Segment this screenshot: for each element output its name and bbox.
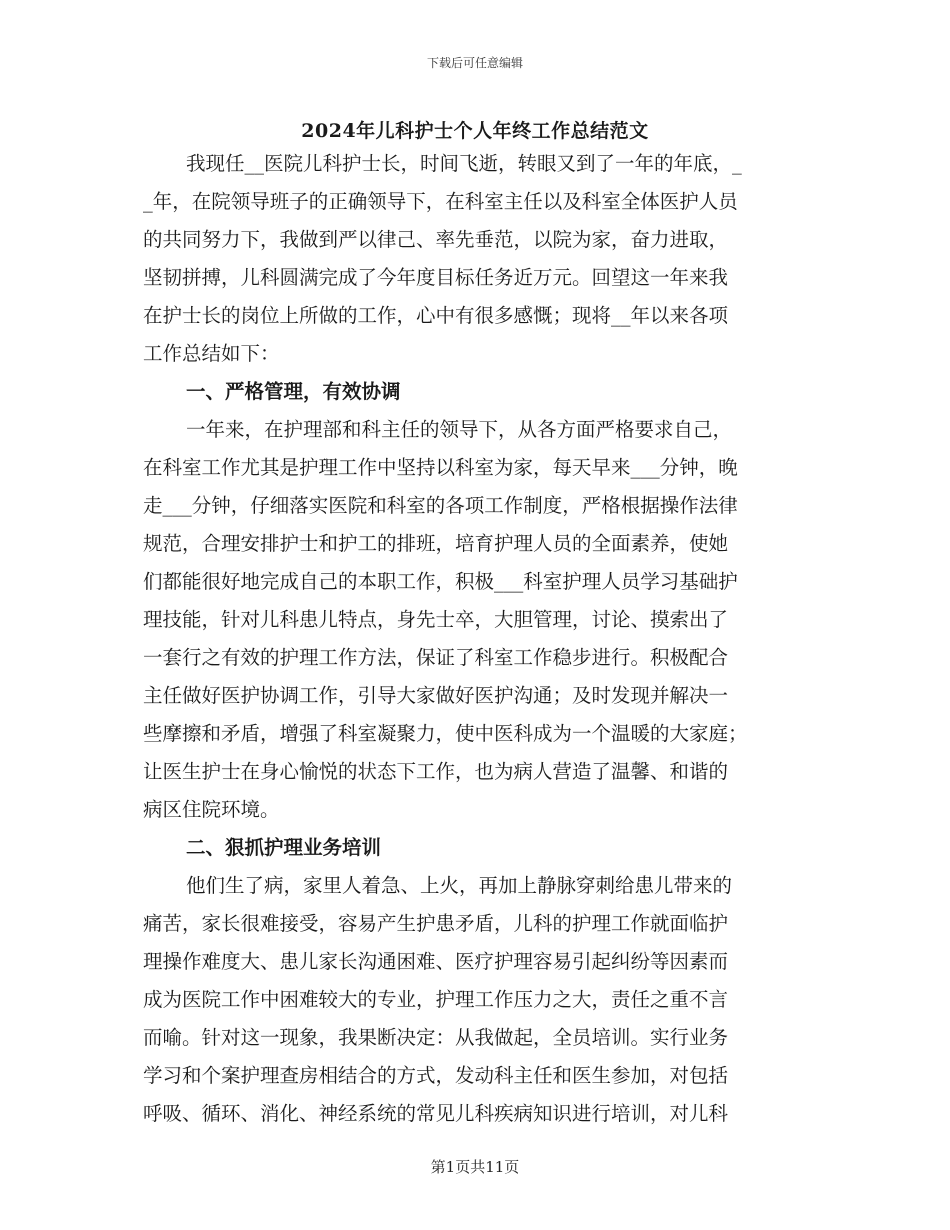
body-line: 我现任__医院儿科护士长，时间飞逝，转眼又到了一年的年底，_ <box>186 152 742 175</box>
body-line: 成为医院工作中困难较大的专业，护理工作压力之大，责任之重不言 <box>143 988 729 1011</box>
body-line: 病区住院环境。 <box>143 798 280 821</box>
body-line: 一年来，在护理部和科主任的领导下，从各方面严格要求自己， <box>186 418 733 441</box>
body-line: 的共同努力下，我做到严以律己、率先垂范，以院为家，奋力进取， <box>143 228 729 251</box>
body-line: 而喻。针对这一现象，我果断决定：从我做起，全员培训。实行业务 <box>143 1026 729 1049</box>
body-line: 一套行之有效的护理工作方法，保证了科室工作稳步进行。积极配合 <box>143 646 729 669</box>
body-line: 走___分钟，仔细落实医院和科室的各项工作制度，严格根据操作法律 <box>143 494 738 517</box>
body-line: 在科室工作尤其是护理工作中坚持以科室为家，每天早来___分钟，晚 <box>143 456 738 479</box>
header-note: 下载后可任意编辑 <box>426 56 523 70</box>
body-line: 理技能，针对儿科患儿特点，身先士卒，大胆管理，讨论、摸索出了 <box>143 608 729 631</box>
body-line: 坚韧拼搏，儿科圆满完成了今年度目标任务近万元。回望这一年来我 <box>143 266 729 289</box>
body-line: 规范，合理安排护士和护工的排班，培育护理人员的全面素养，使她 <box>143 532 729 555</box>
body-line: 让医生护士在身心愉悦的状态下工作，也为病人营造了温馨、和谐的 <box>143 760 729 783</box>
body-line: 们都能很好地完成自己的本职工作，积极___科室护理人员学习基础护 <box>143 570 738 593</box>
document-title: 2024年儿科护士个人年终工作总结范文 <box>301 120 649 142</box>
body-line: 在护士长的岗位上所做的工作，心中有很多感慨；现将__年以来各项 <box>143 304 729 327</box>
section-heading: 二、狠抓护理业务培训 <box>186 836 382 859</box>
body-line: 学习和个案护理查房相结合的方式，发动科主任和医生参加，对包括 <box>143 1064 729 1087</box>
body-line: 工作总结如下： <box>143 342 280 365</box>
page-footer: 第1页共11页 <box>430 1158 520 1176</box>
body-line: 呼吸、循环、消化、神经系统的常见儿科疾病知识进行培训，对儿科 <box>143 1102 729 1125</box>
body-line: _年，在院领导班子的正确领导下，在科室主任以及科室全体医护人员 <box>143 190 738 213</box>
section-heading: 一、严格管理，有效协调 <box>186 380 401 403</box>
body-line: 主任做好医护协调工作，引导大家做好医护沟通；及时发现并解决一 <box>143 684 729 707</box>
body-line: 理操作难度大、患儿家长沟通困难、医疗护理容易引起纠纷等因素而 <box>143 950 729 973</box>
body-line: 痛苦，家长很难接受，容易产生护患矛盾，儿科的护理工作就面临护 <box>143 912 729 935</box>
body-line: 些摩擦和矛盾，增强了科室凝聚力，使中医科成为一个温暖的大家庭； <box>143 722 748 745</box>
body-line: 他们生了病，家里人着急、上火，再加上静脉穿刺给患儿带来的 <box>186 874 733 897</box>
